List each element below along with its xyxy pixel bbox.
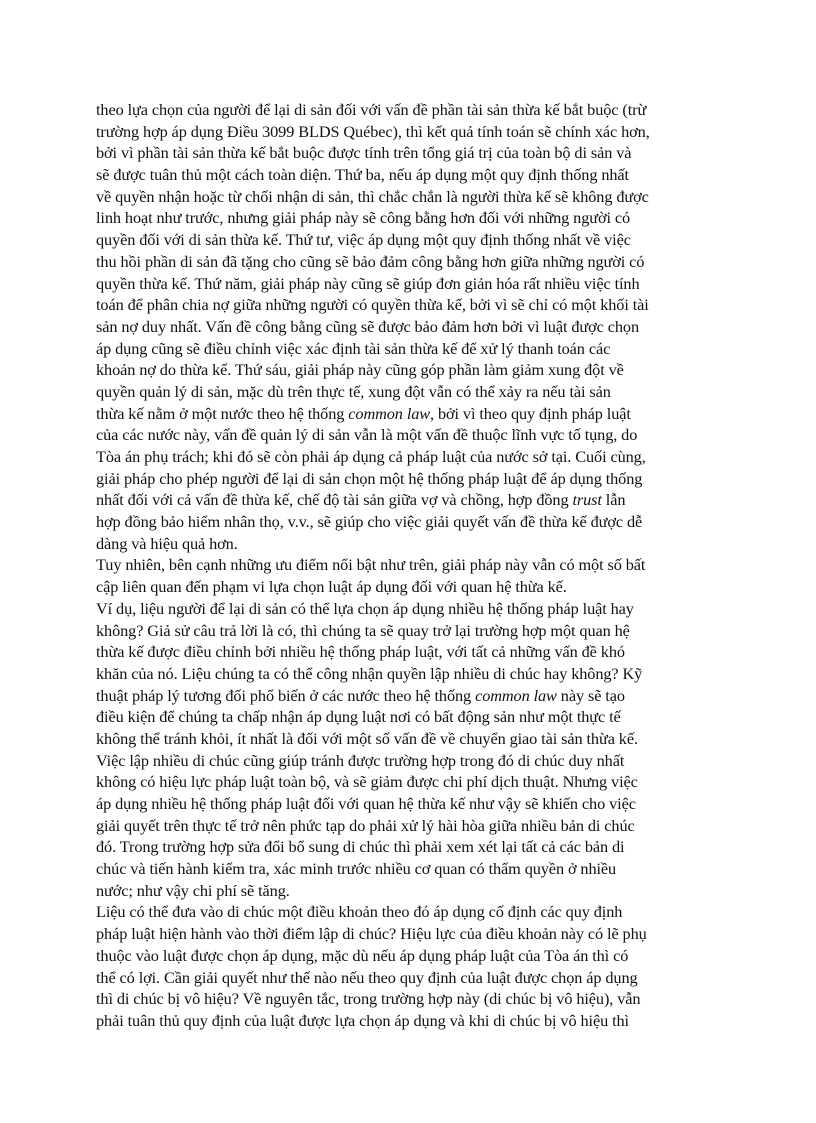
text-line: Việc lập nhiều di chúc cũng giúp tránh được trường hợp trong đó di chúc duy nhất <box>96 750 625 770</box>
text-line: thừa kế nằm ở một nước theo hệ thống common law, bởi vì theo quy định pháp luật <box>96 403 631 423</box>
text-line: Tuy nhiên, bên cạnh những ưu điểm nổi bật như trên, giải pháp này vẫn có một số bất <box>96 555 646 575</box>
text-line: trường hợp áp dụng Điều 3099 BLDS Québec), thì kết quả tính toán sẽ chính xác hơn, <box>96 121 650 141</box>
text-line: thể có lợi. Cần giải quyết như thế nào nếu theo quy định của luật được chọn áp dụng <box>96 967 638 987</box>
text-line: thì di chúc bị vô hiệu? Về nguyên tắc, trong trường hợp này (di chúc bị vô hiệu), vẫn <box>96 989 641 1009</box>
text-line: về quyền nhận hoặc từ chối nhận di sản, thì chắc chắn là người thừa kế sẽ không được <box>96 186 649 206</box>
italic-term: common law <box>475 685 557 705</box>
document-body <box>96 99 716 1032</box>
text-line: chúc và tiến hành kiểm tra, xác minh trước nhiều cơ quan có thẩm quyền ở nhiều <box>96 859 617 879</box>
text-line: sản nợ duy nhất. Vấn đề công bằng cũng sẽ được bảo đảm hơn bởi vì luật được chọn <box>96 316 639 336</box>
text-line: linh hoạt như trước, nhưng giải pháp này sẽ công bằng hơn đối với những người có <box>96 208 631 228</box>
text-line: quyền đối với di sản thừa kế. Thứ tư, việc áp dụng một quy định thống nhất về việc <box>96 230 631 250</box>
text-line: đó. Trong trường hợp sửa đổi bổ sung di chúc thì phải xem xét lại tất cả các bản di <box>96 837 625 857</box>
text-line: điều kiện để chúng ta chấp nhận áp dụng luật nơi có bất động sản như một thực tế <box>96 707 621 727</box>
text-line: áp dụng nhiều hệ thống pháp luật đối với quan hệ thừa kế như vậy sẽ khiến cho việc <box>96 794 636 813</box>
text-line: Ví dụ, liệu người để lại di sản có thể lựa chọn áp dụng nhiều hệ thống pháp luật hay <box>96 598 634 618</box>
text-line: quyền quản lý di sản, mặc dù trên thực tế, xung đột vẫn có thể xảy ra nếu tài sản <box>96 381 611 401</box>
text-line: không? Giả sử câu trả lời là có, thì chúng ta sẽ quay trở lại trường hợp một quan hệ <box>96 620 630 640</box>
text-line: nhất đối với cả vấn đề thừa kế, chế độ tài sản giữa vợ và chồng, hợp đồng trust lẫn <box>96 490 626 510</box>
text-line: thừa kế được điều chỉnh bởi nhiều hệ thống pháp luật, với tất cả những vấn đề khó <box>96 642 625 662</box>
text-line: cập liên quan đến phạm vi lựa chọn luật áp dụng đối với quan hệ thừa kế. <box>96 577 567 597</box>
text-line: toán để phân chia nợ giữa những người có quyền thừa kế, bởi vì sẽ chỉ có một khối tài <box>96 295 649 315</box>
italic-term: common law <box>348 403 431 423</box>
text-line: giải quyết trên thực tế trở nên phức tạp do phải xử lý hài hòa giữa nhiều bản di chúc <box>96 815 635 835</box>
text-line: áp dụng cũng sẽ điều chỉnh việc xác định tài sản thừa kế để xử lý thanh toán các <box>96 338 611 358</box>
text-line: hợp đồng bảo hiểm nhân thọ, v.v., sẽ giúp cho việc giải quyết vấn đề thừa kế được dễ <box>96 512 643 532</box>
text-line: dàng và hiệu quả hơn. <box>96 533 238 553</box>
text-line: khoản nợ do thừa kế. Thứ sáu, giải pháp này cũng góp phần làm giảm xung đột về <box>96 360 624 380</box>
text-line: không có hiệu lực pháp luật toàn bộ, và sẽ giảm được chi phí dịch thuật. Nhưng việc <box>96 772 638 792</box>
text-line: sẽ được tuân thủ một cách toàn diện. Thứ ba, nếu áp dụng một quy định thống nhất <box>96 165 629 185</box>
text-line: nước; như vậy chi phí sẽ tăng. <box>96 880 290 900</box>
text-line: của các nước này, vấn đề quản lý di sản vẫn là một vấn đề thuộc lĩnh vực tố tụng, do <box>96 425 638 445</box>
text-line: Liệu có thể đưa vào di chúc một điều khoản theo đó áp dụng cố định các quy định <box>96 902 623 922</box>
text-line: quyền thừa kế. Thứ năm, giải pháp này cũng sẽ giúp đơn giản hóa rất nhiều việc tính <box>96 273 640 293</box>
text-line: theo lựa chọn của người để lại di sản đối với vấn đề phần tài sản thừa kế bắt buộc (trừ <box>96 100 647 119</box>
italic-term: trust <box>572 490 602 510</box>
text-line: bởi vì phần tài sản thừa kế bắt buộc được tính trên tổng giá trị của toàn bộ di sản và <box>96 143 632 163</box>
text-line: khăn của nó. Liệu chúng ta có thể công nhận quyền lập nhiều di chúc hay không? Kỹ <box>96 663 643 683</box>
text-line: pháp luật hiện hành vào thời điểm lập di chúc? Hiệu lực của điều khoản này có lẽ phụ <box>96 924 647 944</box>
text-line: phải tuân thủ quy định của luật được lựa chọn áp dụng và khi di chúc bị vô hiệu thì <box>96 1010 629 1030</box>
text-line: giải pháp cho phép người để lại di sản chọn một hệ thống pháp luật để áp dụng thống <box>96 468 643 488</box>
text-line: Tòa án phụ trách; khi đó sẽ còn phải áp dụng cả pháp luật của nước sở tại. Cuối cùng, <box>96 447 646 466</box>
text-line: thu hồi phần di sản đã tặng cho cũng sẽ bảo đảm công bằng hơn giữa những người có <box>96 251 645 271</box>
text-line: không thể tránh khỏi, ít nhất là đối với một số vấn đề về chuyển giao tài sản thừa kế. <box>96 728 638 748</box>
text-line: thuật pháp lý tương đối phổ biến ở các nước theo hệ thống common law này sẽ tạo <box>96 685 625 705</box>
text-line: thuộc vào luật được chọn áp dụng, mặc dù nếu áp dụng pháp luật của Tòa án thì có <box>96 945 629 965</box>
